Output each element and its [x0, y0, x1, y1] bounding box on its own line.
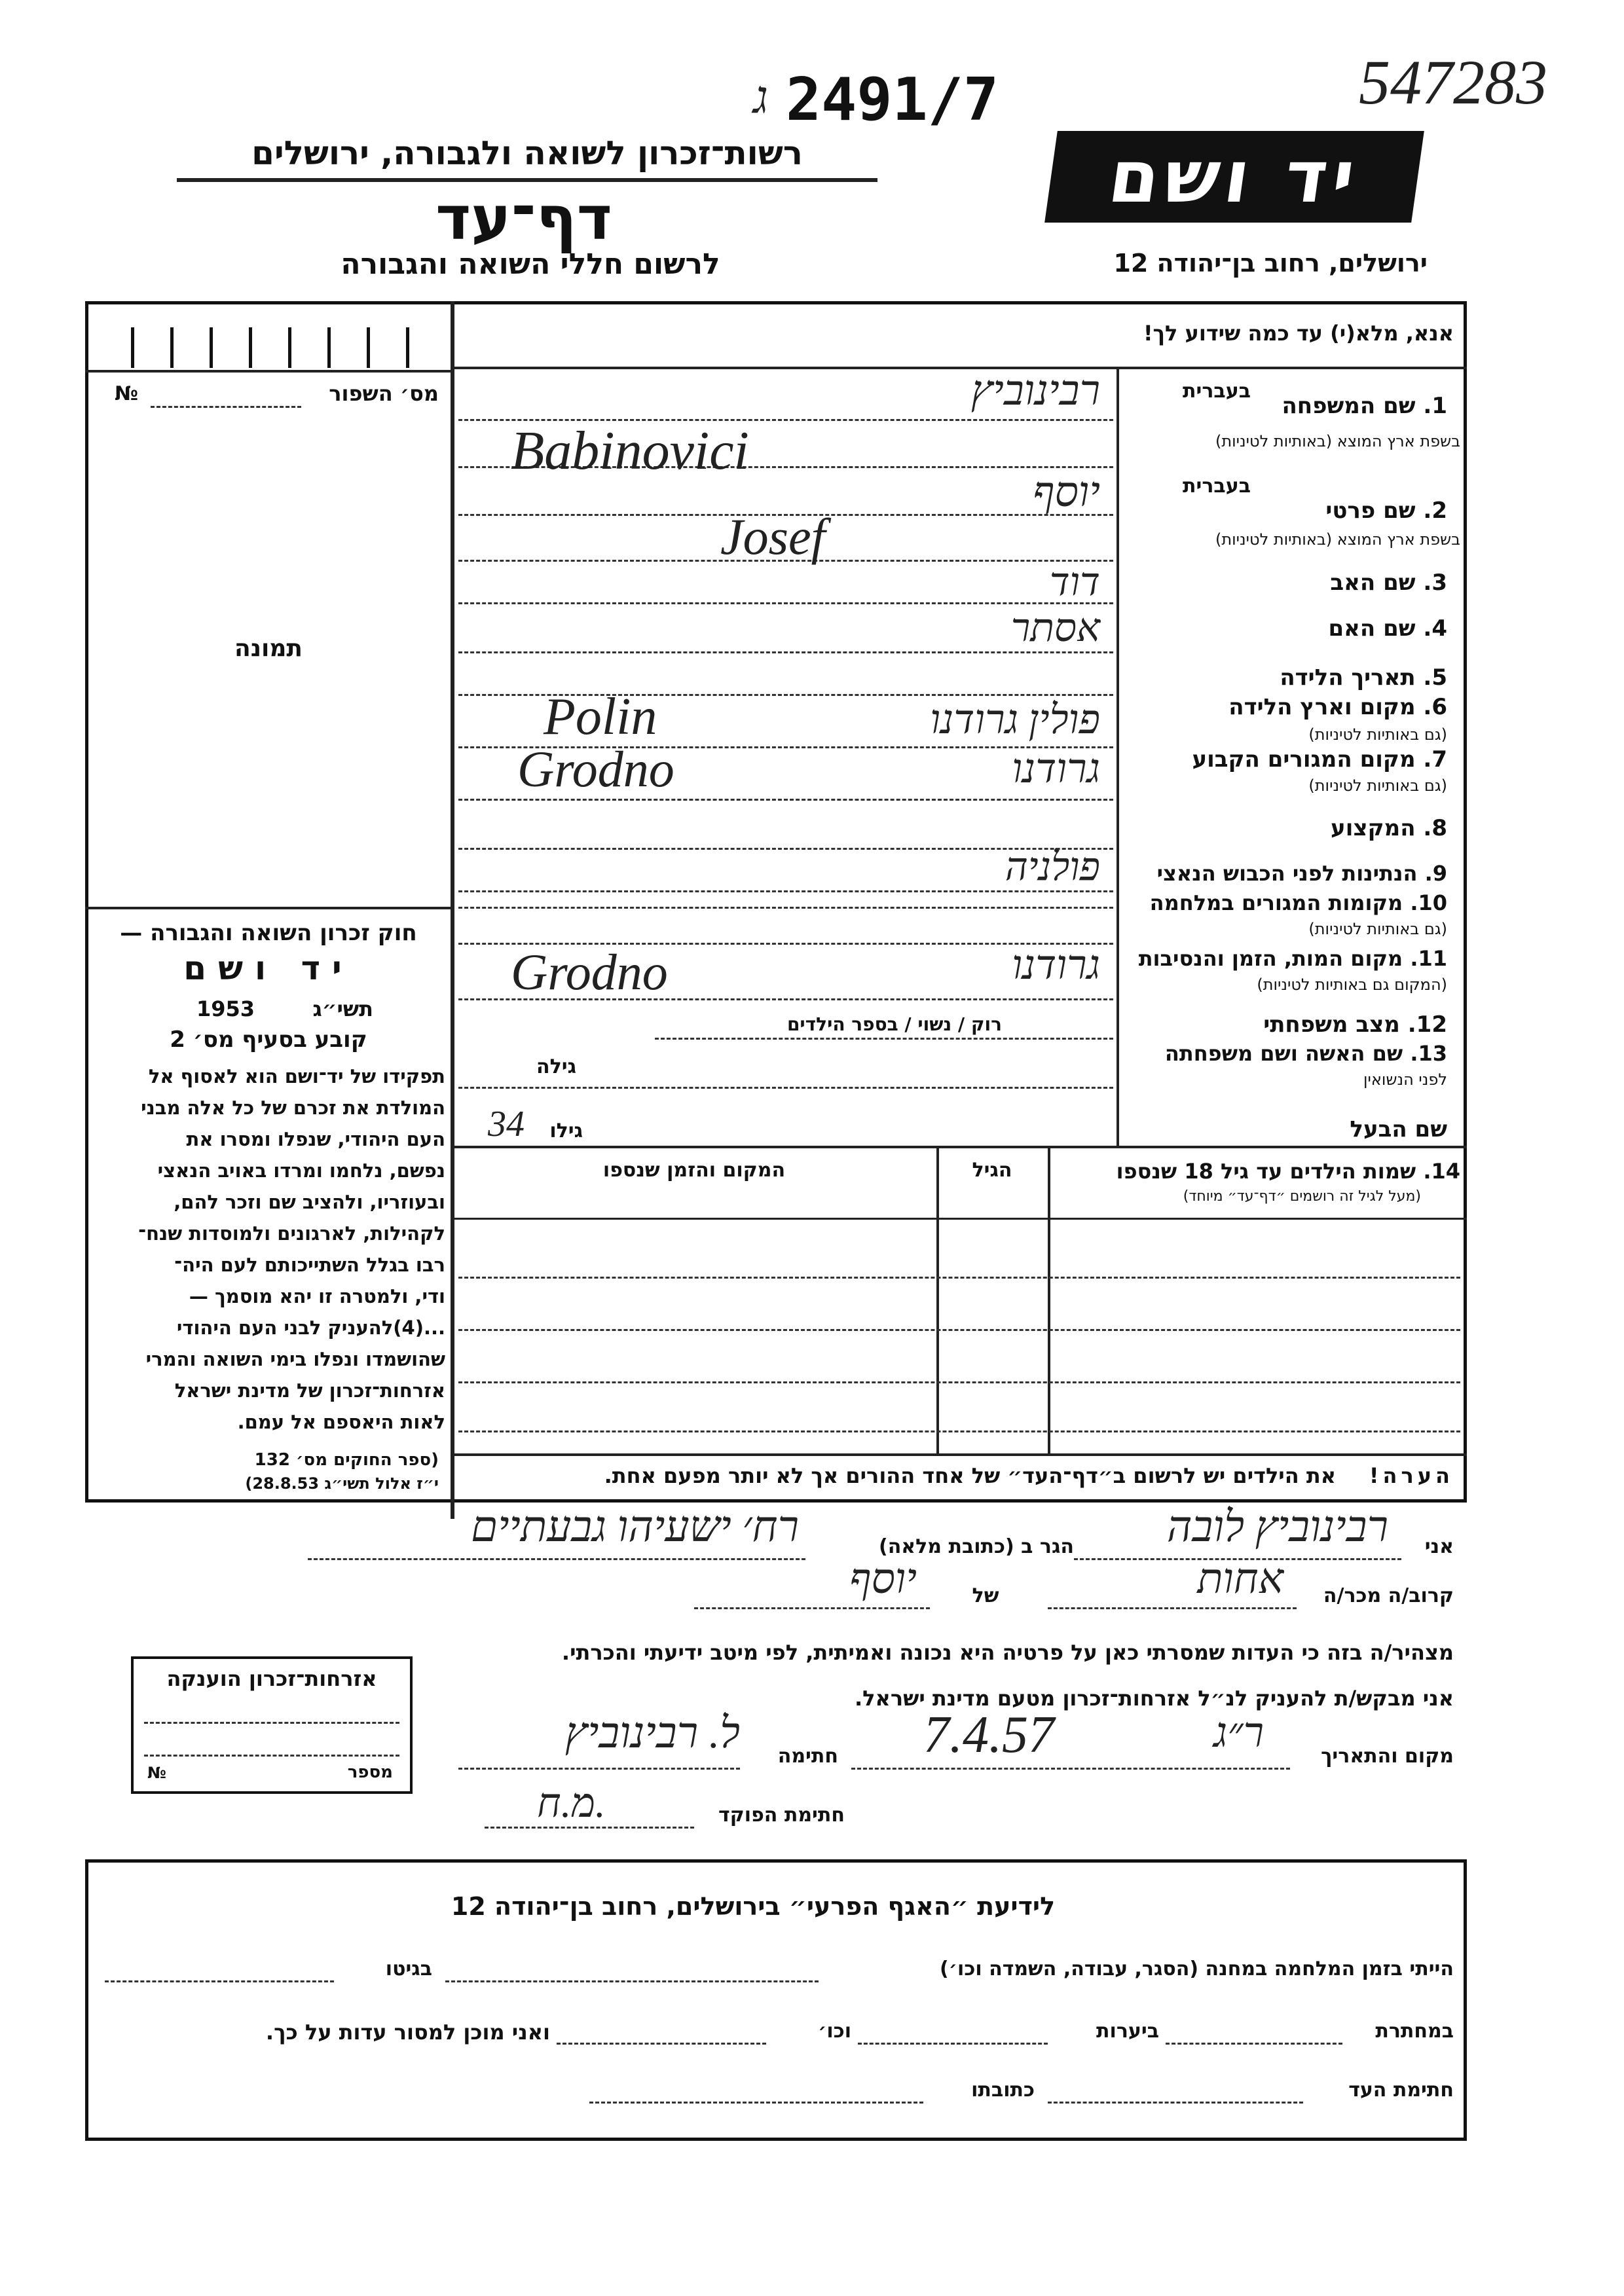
field-number: 14. — [1423, 1159, 1460, 1184]
mother-line — [458, 651, 1113, 653]
field-10-sub: (גם באותיות לטיניות) — [1308, 920, 1447, 938]
relation-value[interactable]: אחות — [1197, 1556, 1283, 1602]
family-status-line — [655, 1038, 1113, 1040]
surname-latin-value[interactable]: Babinovici — [511, 420, 749, 481]
field-number: 1. — [1423, 393, 1447, 419]
of-label: של — [972, 1584, 999, 1607]
law-text — [98, 1061, 445, 1438]
instruction-text: אנא, מלא(י) עד כמה שידוע לך! — [1143, 321, 1454, 346]
statement-2: אני מבקש/ת להעניק לנ״ל אזרחות־זכרון מטעם מדינת ישראל. — [855, 1686, 1454, 1711]
tick-mark — [327, 327, 331, 368]
declarant-i-label: אני — [1424, 1535, 1454, 1558]
law-text-line: ובעוזריו, ולהציב שם וזכר להם, — [174, 1191, 445, 1213]
of-value[interactable]: יוסף — [849, 1556, 917, 1602]
stamped-prefix: ג — [753, 73, 769, 123]
org-underline — [177, 178, 877, 182]
signature-value[interactable]: ל. רבינוביץ — [564, 1709, 740, 1757]
children-header-rule — [452, 1218, 1467, 1220]
field-11-sub: (המקום גם באותיות לטיניות) — [1257, 975, 1447, 994]
wife-line — [458, 1087, 1113, 1089]
firstname-latin-value[interactable]: Josef — [720, 508, 826, 565]
declarant-address-value[interactable]: רח׳ ישעיהו גבעתיים — [471, 1503, 799, 1551]
field-number: 13. — [1410, 1041, 1447, 1066]
law-year: 1953 — [196, 996, 255, 1021]
field-number: 12. — [1407, 1011, 1447, 1038]
law-year-heb: תשי״ג — [312, 996, 373, 1021]
sidebar-divider — [451, 301, 454, 1519]
field-number: 9. — [1424, 861, 1447, 886]
children-row — [458, 1329, 1460, 1331]
place-date-line — [851, 1768, 1290, 1770]
footer-underground-line — [1166, 2043, 1342, 2045]
firstname-hebrew-value[interactable]: יוסף — [1033, 469, 1100, 515]
law-clause: קובע בסעיף מס׳ 2 — [170, 1027, 367, 1053]
field-label: מקום המגורים הקבוע — [1192, 746, 1416, 773]
field-number: 5. — [1423, 665, 1447, 691]
field-label: שם המשפחה — [1282, 393, 1416, 419]
field-label: שם פרטי — [1325, 498, 1416, 524]
children-row — [458, 1381, 1460, 1383]
yad-vashem-logo: יד ושם — [1044, 131, 1424, 223]
children-bottom-rule — [452, 1453, 1467, 1456]
field-number: 8. — [1423, 815, 1447, 841]
tick-mark — [367, 327, 370, 368]
residence-hebrew-value[interactable]: גרודנו — [1012, 747, 1100, 792]
relation-label: קרוב/ה מכר/ה — [1323, 1584, 1454, 1607]
footer-ghetto-label: בגיטו — [385, 1958, 432, 1980]
org-address: ירושלים, רחוב בן־יהודה 12 — [1113, 249, 1428, 278]
footer-etc-label: וכו׳ — [818, 2020, 851, 2043]
law-text-line: העם היהודי, שנפלו ומסרו את — [186, 1128, 445, 1150]
law-text-line: אזרחות־זכרון של מדינת ישראל — [174, 1379, 445, 1402]
field-7-label — [1126, 746, 1447, 773]
field-label: שם האב — [1330, 570, 1416, 596]
wife-age-label: גילה — [536, 1055, 576, 1078]
field-number: 11. — [1410, 946, 1447, 971]
law-name: יד ושם — [183, 949, 354, 987]
field-13-sub: לפני הנשואין — [1363, 1070, 1447, 1089]
field-2-label — [1126, 498, 1447, 524]
note-text: את הילדים יש לרשום ב״דף־העד״ של אחד ההורים אך לא יותר מפעם אחת. — [604, 1463, 1336, 1488]
footer-witness-signature-line — [1048, 2102, 1303, 2104]
tick-mark — [288, 327, 291, 368]
date-value[interactable]: 7.4.57 — [923, 1706, 1054, 1764]
law-text-line: לקהילות, לארגונים ולמוסדות שנח־ — [138, 1222, 445, 1245]
field-11-label — [1126, 946, 1447, 971]
children-col-divider-1 — [1048, 1146, 1050, 1453]
stamped-number: 2491/7 — [786, 65, 999, 134]
field-label: מקום וארץ הלידה — [1228, 694, 1416, 720]
mother-name-value[interactable]: אסתר — [1010, 606, 1100, 649]
note-label: הערה! — [1369, 1463, 1454, 1488]
children-row — [458, 1277, 1460, 1279]
field-6-sub: (גם באותיות לטיניות) — [1308, 725, 1447, 744]
field-label: מקומות המגורים במלחמה — [1149, 890, 1403, 915]
death-place-latin-value[interactable]: Grodno — [511, 943, 668, 1000]
field-label: תאריך הלידה — [1280, 665, 1416, 691]
law-text-line: רבו בגלל השתייכותם לעם היה־ — [174, 1254, 445, 1276]
footer-forests-line — [858, 2043, 1048, 2045]
field-13-label — [1126, 1041, 1447, 1066]
place-date-label: מקום והתאריך — [1321, 1745, 1454, 1768]
children-row — [458, 1430, 1460, 1432]
field-number: 2. — [1423, 498, 1447, 524]
footer-etc-line — [557, 2043, 766, 2045]
footer-title: לידיעת ״האגף הפרעי״ בירושלים, רחוב בן־יהודה 12 — [451, 1892, 1056, 1921]
label-column-divider — [1116, 367, 1119, 1146]
record-number-line — [151, 406, 301, 408]
children-header-age: הגיל — [972, 1159, 1012, 1182]
residence-latin-value[interactable]: Grodno — [517, 740, 674, 797]
field-label: מצב משפחתי — [1263, 1011, 1400, 1038]
field-label: מקום המות, הזמן והנסיבות — [1138, 946, 1403, 971]
law-text-line: המולדת את זכרם של כל אלה מבני — [141, 1097, 445, 1119]
field-1-sub-lat: בשפת ארץ המוצא (באותיות לטיניות) — [1215, 432, 1460, 450]
field-2-sub-lat: בשפת ארץ המוצא (באותיות לטיניות) — [1215, 530, 1460, 549]
death-place-hebrew-value[interactable]: גרודנו — [1012, 943, 1100, 988]
father-name-value[interactable]: דוד — [1049, 560, 1100, 604]
children-header-sub: (מעל לגיל זה רושמים ״דף־עד״ מיוחד) — [1183, 1188, 1421, 1205]
law-source-2: י״ז אלול תשי״ג 28.8.53) — [245, 1474, 439, 1493]
footer-address-label: כתובתו — [971, 2079, 1035, 2102]
children-header-name — [1054, 1159, 1460, 1184]
field-12-label — [1126, 1011, 1447, 1038]
photo-box-bottom — [85, 907, 452, 909]
field-label: המקצוע — [1331, 815, 1416, 841]
tick-mark — [406, 327, 409, 368]
of-line — [694, 1607, 930, 1609]
citizenship-box-number-suffix: № — [147, 1764, 166, 1782]
law-title: חוק זכרון השואה והגבורה — — [120, 920, 417, 946]
surname-hebrew-value[interactable]: רבינוביץ — [970, 367, 1100, 414]
field-number: 3. — [1423, 570, 1447, 596]
field-label: שמות הילדים עד גיל 18 שנספו — [1116, 1159, 1416, 1184]
field-4-label — [1126, 615, 1447, 642]
record-number-label: מס׳ השפור — [329, 381, 439, 406]
law-text-line: תפקידו של יד־ושם הוא לאסוף אל — [148, 1065, 445, 1087]
citizenship-box-number-label: מספר — [347, 1762, 393, 1782]
birthplace-latin-value[interactable]: Polin — [544, 688, 657, 746]
field-label: שם האשה ושם משפחתה — [1164, 1041, 1403, 1066]
org-line: רשות־זכרון לשואה ולגבורה, ירושלים — [251, 134, 803, 172]
husband-age-value[interactable]: 34 — [488, 1104, 525, 1144]
field-number: 7. — [1423, 746, 1447, 773]
footer-camp-line — [445, 1980, 819, 1982]
law-text-line: שהושמדו ונפלו בימי השואה והמרי — [145, 1348, 445, 1370]
footer-ghetto-line — [105, 1980, 334, 1982]
field-8-label — [1126, 815, 1447, 841]
citizenship-box-title: אזרחות־זכרון הוענקה — [166, 1666, 377, 1691]
field-label: שם האם — [1328, 615, 1416, 642]
tick-mark — [170, 327, 174, 368]
citizenship-box-line-1 — [144, 1722, 399, 1724]
law-text-line: ...(4)להעניק לבני העם היהודי — [176, 1317, 445, 1339]
law-text-line: נפשם, נלחמו ומרדו באויב הנאצי — [157, 1159, 445, 1182]
tick-mark — [210, 327, 213, 368]
footer-address-line — [589, 2102, 923, 2104]
statement-1: מצהיר/ה בזה כי העדות שמסרתי כאן על פרטיה היא נכונה ואמיתית, לפי מיטב ידיעתי והכרתי. — [561, 1640, 1454, 1665]
husband-age-label: גילו — [549, 1120, 583, 1142]
record-number-suffix: № — [115, 382, 139, 405]
declarant-address-label: הגר ב (כתובת מלאה) — [878, 1535, 1074, 1558]
footer-witness-signature-label: חתימת העד — [1348, 2079, 1454, 2102]
law-text-line: לאות היאספם אל עמם. — [237, 1411, 445, 1433]
children-col-divider-2 — [936, 1146, 939, 1453]
citizenship-box-line-2 — [144, 1755, 399, 1757]
signature-label: חתימה — [777, 1745, 838, 1768]
field-1-sub-heb: בעברית — [1183, 380, 1251, 403]
family-status-options: רוק / נשוי / בספר הילדים — [786, 1013, 1002, 1035]
law-source-1: (ספר החוקים מס׳ 132 — [254, 1450, 439, 1470]
footer-underground-label: במחתרת — [1375, 2020, 1454, 2043]
field-9-label — [1126, 861, 1447, 886]
form-title: דף־עד — [435, 183, 612, 253]
sidebar-top-rule — [85, 370, 452, 373]
field-7-sub: (גם באותיות לטיניות) — [1308, 776, 1447, 795]
place-value[interactable]: ר״ג — [1213, 1709, 1264, 1756]
husband-label: שם הבעל — [1350, 1116, 1447, 1142]
tick-mark — [249, 327, 252, 368]
tick-mark — [131, 327, 134, 368]
birthplace-hebrew-value[interactable]: פולין גרודנו — [930, 698, 1100, 742]
field-2-sub-heb: בעברית — [1183, 475, 1251, 498]
field-label: הנתינות לפני הכבוש הנאצי — [1156, 861, 1418, 886]
field-6-label — [1126, 694, 1447, 720]
footer-camp-label: הייתי בזמן המלחמה במחנה (הסגר, עבודה, השמדה וכו׳) — [940, 1958, 1454, 1980]
citizenship-value[interactable]: פולניה — [1005, 845, 1100, 888]
law-text-line: ודי, ולמטרה זו יהא מוסמך — — [189, 1285, 445, 1307]
declarant-name-value[interactable]: רבינוביץ לובה — [1166, 1503, 1388, 1551]
footer-forests-label: ביערות — [1096, 2020, 1159, 2043]
fields-bottom-rule — [452, 1146, 1467, 1148]
signature-line — [458, 1768, 740, 1770]
field-10-label — [1126, 890, 1447, 915]
photo-label: תמונה — [234, 635, 303, 662]
handwritten-archive-number: 547283 — [1359, 47, 1547, 117]
footer-testimony-label: ואני מוכן למסור עדות על כך. — [265, 2020, 550, 2045]
field-5-label — [1126, 665, 1447, 691]
citizenship-line — [458, 890, 1113, 892]
relation-line — [1048, 1607, 1297, 1609]
field-number: 4. — [1423, 615, 1447, 642]
field-3-label — [1126, 570, 1447, 596]
children-header-place: המקום והזמן שנספו — [602, 1159, 786, 1182]
wartime-line-1 — [458, 907, 1113, 909]
officer-signature-value[interactable]: מ.ח. — [537, 1781, 606, 1826]
officer-signature-label: חתימת הפוקד — [718, 1804, 845, 1827]
field-number: 10. — [1410, 890, 1447, 915]
form-purpose: לרשום חללי השואה והגבורה — [341, 247, 720, 281]
residence-line — [458, 799, 1113, 801]
field-number: 6. — [1423, 694, 1447, 720]
